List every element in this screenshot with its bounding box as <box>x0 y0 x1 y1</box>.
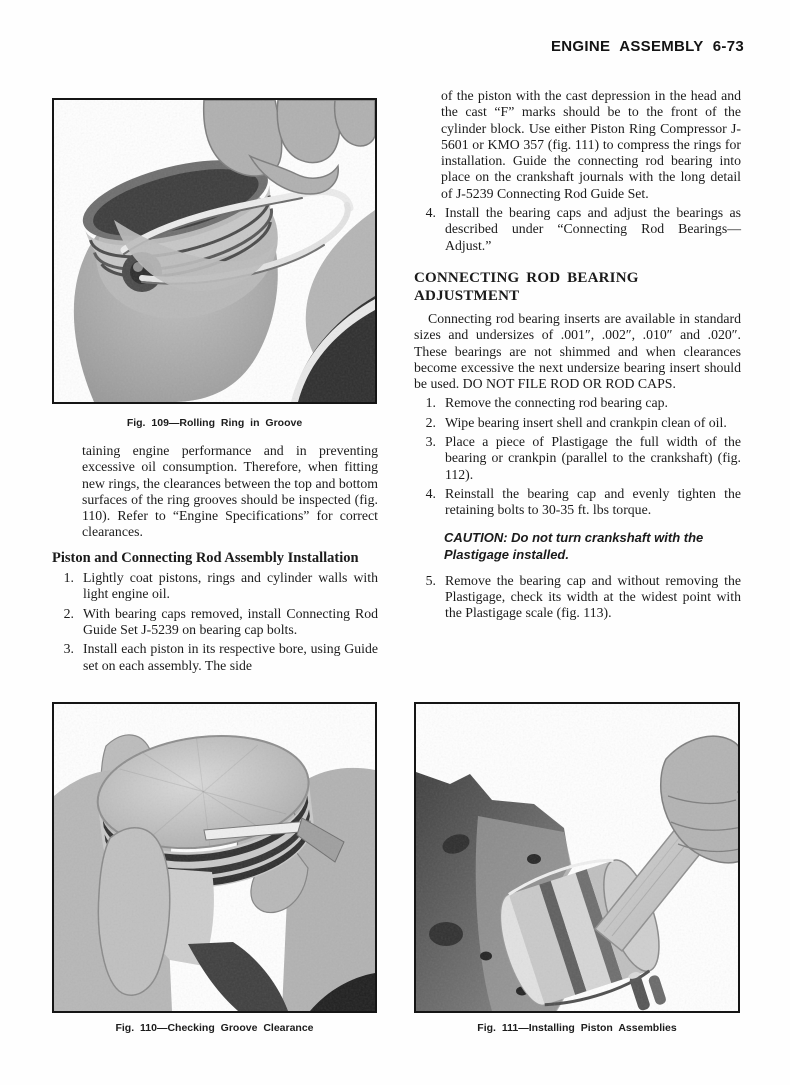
list-item <box>52 606 378 639</box>
list-item <box>414 395 741 411</box>
list-number: 3. <box>63 641 74 657</box>
list-number: 3. <box>425 434 436 450</box>
list-text: Place a piece of Plastigage the full width of the bearing or crankpin (parallel to the crankshaft) (fig. 112). <box>445 434 741 482</box>
list-item <box>414 573 741 622</box>
piston-install-photo-illustration <box>416 704 738 1011</box>
continuation-paragraph: of the piston with the cast depression in the head and the cast “F” marks should be to the front of the cylinder block. Use either Piston Ring Compressor J-5601 or KMO 357 (fig. 111) to compress the rings for installation. Guide the connecting rod bearing into place on the crankshaft journals with the long detail of J-5239 Connecting Rod Guide Set. <box>441 88 741 201</box>
list-text: Reinstall the bearing cap and evenly tighten the retaining bolts to 30-35 ft. lbs torque. <box>445 485 741 518</box>
rolling-ring-photo-illustration <box>54 100 375 402</box>
caution-note: CAUTION: Do not turn crankshaft with the Plastigage installed. <box>444 529 704 562</box>
list-item <box>414 415 741 431</box>
right-paragraph: Connecting rod bearing inserts are available in standard sizes and undersizes of .001″, .002″, .010″ and .020″. These bearings are not shimmed and when clearances become excessive the next undersize bearing insert should be used. DO NOT FILE ROD OR ROD CAPS. <box>414 310 741 392</box>
left-subheading: Piston and Connecting Rod Assembly Installation <box>52 549 359 566</box>
list-item <box>414 205 741 254</box>
list-item <box>414 434 741 483</box>
left-paragraph: taining engine performance and in preventing excessive oil consumption. Therefore, when fitting new rings, the clearances between the top and bottom surfaces of the ring grooves should be inspected (fig. 110). Refer to “Engine Specifications” for correct clearances. <box>82 443 378 540</box>
fig-110-caption: Fig. 110—Checking Groove Clearance <box>115 1022 314 1034</box>
list-text: Install the bearing caps and adjust the bearings as described under “Connecting Rod Bearings—Adjust.” <box>445 205 741 253</box>
list-text: Install each piston in its respective bore, using Guide set on each assembly. The side <box>83 641 378 673</box>
list-item <box>52 641 378 674</box>
list-item <box>414 486 741 519</box>
list-item <box>52 570 378 603</box>
groove-clearance-photo-illustration <box>54 704 375 1011</box>
fig-111-photo <box>414 702 740 1013</box>
section-heading: CONNECTING ROD BEARING ADJUSTMENT <box>414 269 639 304</box>
list-number: 1. <box>63 570 74 586</box>
right-column <box>414 88 741 621</box>
fig-109-photo <box>52 98 377 404</box>
list-number: 2. <box>63 605 74 621</box>
list-text: Remove the bearing cap and without removing the Plastigage, check its width at the widest point with the Plastigage scale (fig. 113). <box>445 572 741 621</box>
fig-110-photo <box>52 702 377 1013</box>
fig-111-caption: Fig. 111—Installing Piston Assemblies <box>477 1022 677 1034</box>
list-number: 5. <box>425 572 436 588</box>
list-number: 1. <box>425 395 436 411</box>
list-text: Remove the connecting rod bearing cap. <box>445 395 668 411</box>
list-text: Lightly coat pistons, rings and cylinder walls with light engine oil. <box>83 570 378 602</box>
left-column <box>52 443 378 674</box>
list-text: With bearing caps removed, install Connecting Rod Guide Set J-5239 on bearing cap bolts. <box>83 605 378 637</box>
list-number: 2. <box>425 414 436 430</box>
page-header: ENGINE ASSEMBLY 6-73 <box>550 38 744 55</box>
fig-109-caption: Fig. 109—Rolling Ring in Groove <box>126 417 303 429</box>
list-number: 4. <box>425 485 436 501</box>
list-text: Wipe bearing insert shell and crankpin clean of oil. <box>445 414 727 430</box>
list-number: 4. <box>425 205 436 221</box>
